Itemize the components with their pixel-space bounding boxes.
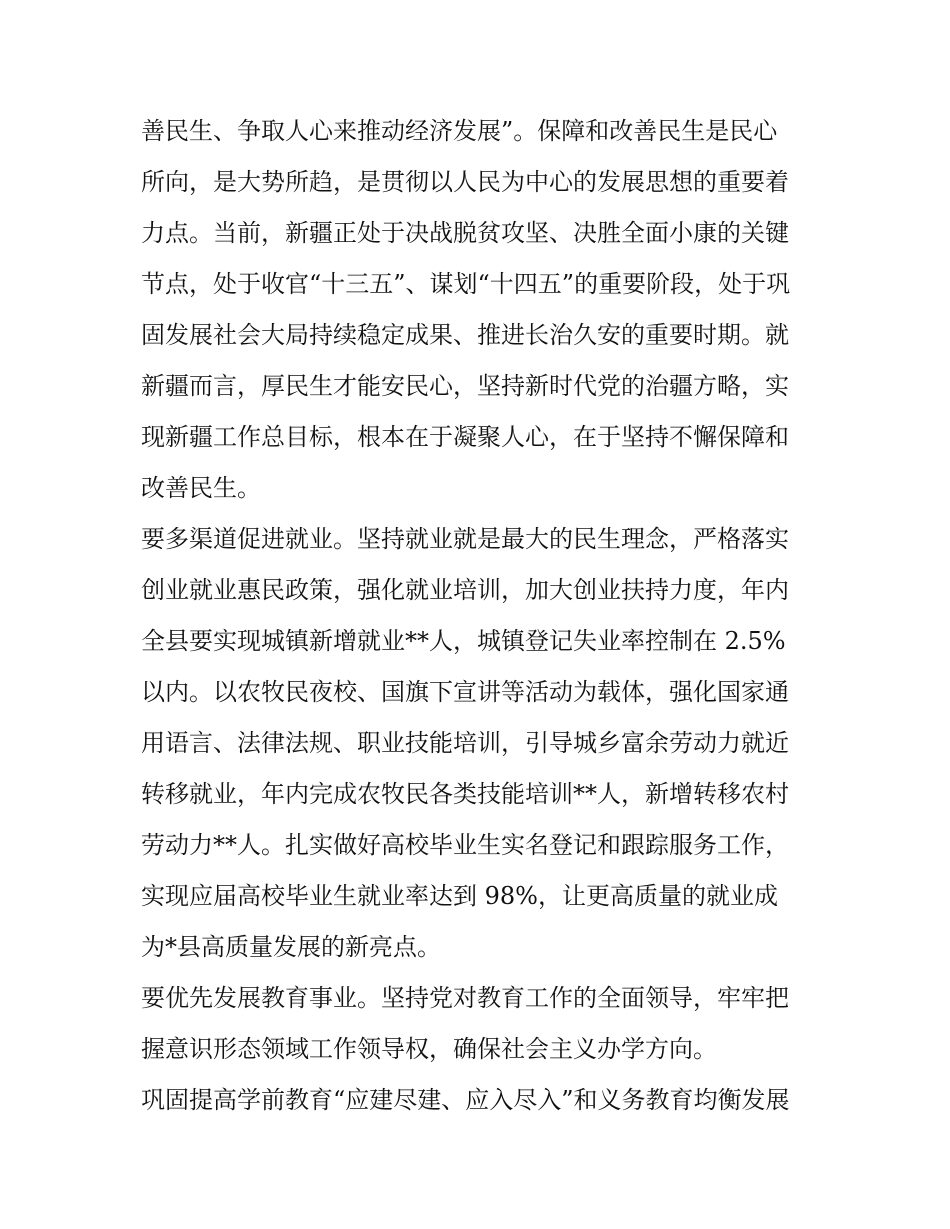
text-line: 所向，是大势所趋，是贯彻以人民为中心的发展思想的重要着 <box>141 168 789 196</box>
text-line: 实现应届高校毕业生就业率达到 98%，让更高质量的就业成 <box>141 882 778 910</box>
text-line: 以内。以农牧民夜校、国旗下宣讲等活动为载体，强化国家通 <box>141 678 789 706</box>
text-line: 全县要实现城镇新增就业**人，城镇登记失业率控制在 2.5% <box>141 627 786 655</box>
text-line: 握意识形态领域工作领导权，确保社会主义办学方向。 <box>141 1035 717 1063</box>
text-line: 为*县高质量发展的新亮点。 <box>141 933 441 961</box>
text-line: 劳动力**人。扎实做好高校毕业生实名登记和跟踪服务工作， <box>141 831 789 859</box>
text-line: 要优先发展教育事业。坚持党对教育工作的全面领导，牢牢把 <box>141 984 789 1012</box>
text-line: 创业就业惠民政策，强化就业培训，加大创业扶持力度，年内 <box>141 576 789 604</box>
text-line: 要多渠道促进就业。坚持就业就是最大的民生理念，严格落实 <box>141 525 789 553</box>
document-body <box>141 106 831 1126</box>
text-line: 巩固提高学前教育“应建尽建、应入尽入”和义务教育均衡发展 <box>141 1086 790 1114</box>
text-line: 新疆而言，厚民生才能安民心，坚持新时代党的治疆方略，实 <box>141 372 789 400</box>
text-line: 用语言、法律法规、职业技能培训，引导城乡富余劳动力就近 <box>141 729 789 757</box>
text-line: 转移就业，年内完成农牧民各类技能培训**人，新增转移农村 <box>141 780 789 808</box>
text-line: 力点。当前，新疆正处于决战脱贫攻坚、决胜全面小康的关键 <box>141 219 789 247</box>
text-line: 改善民生。 <box>141 474 261 502</box>
text-line: 固发展社会大局持续稳定成果、推进长治久安的重要时期。就 <box>141 321 789 349</box>
text-line: 节点，处于收官“十三五”、谋划“十四五”的重要阶段，处于巩 <box>141 270 791 298</box>
text-line: 现新疆工作总目标，根本在于凝聚人心，在于坚持不懈保障和 <box>141 423 789 451</box>
text-line: 善民生、争取人心来推动经济发展”。保障和改善民生是民心 <box>141 117 778 145</box>
